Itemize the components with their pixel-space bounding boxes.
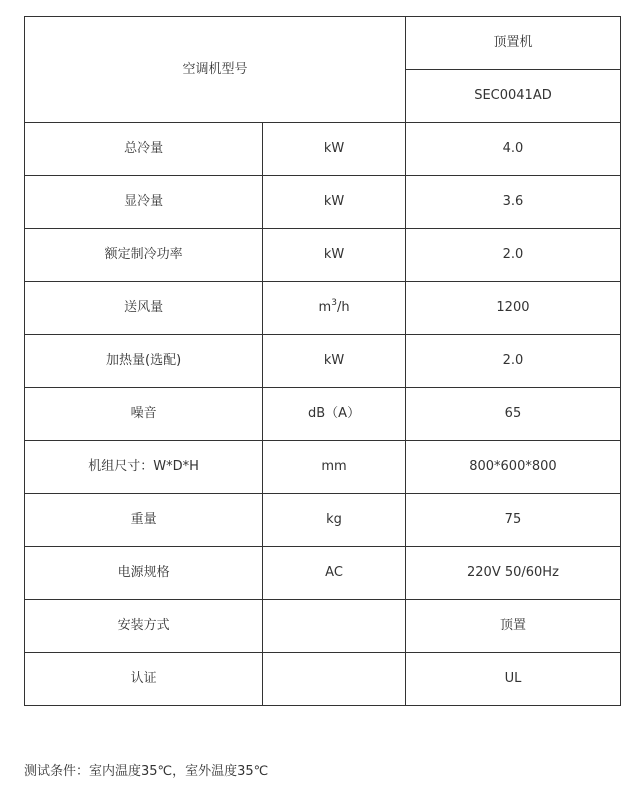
unit-type-cell: 顶置机	[405, 17, 620, 70]
unit-superscript: 3	[331, 297, 337, 308]
param-name: 电源规格	[25, 547, 263, 600]
table-row	[25, 547, 621, 600]
table-row	[25, 494, 621, 547]
param-value: 75	[405, 494, 620, 547]
table-row	[25, 229, 621, 282]
param-unit	[263, 653, 406, 706]
param-unit: kg	[263, 494, 406, 547]
table-row	[25, 388, 621, 441]
test-conditions-note: 测试条件：室内温度35℃，室外温度35℃	[24, 764, 269, 779]
param-unit: kW	[263, 176, 406, 229]
param-value: 2.0	[405, 229, 620, 282]
table-row	[25, 282, 621, 335]
param-value: UL	[405, 653, 620, 706]
param-value: 2.0	[405, 335, 620, 388]
param-value: 800*600*800	[405, 441, 620, 494]
table-row	[25, 653, 621, 706]
table-row	[25, 176, 621, 229]
param-value: 220V 50/60Hz	[405, 547, 620, 600]
param-unit: mm	[263, 441, 406, 494]
unit-rest: /h	[336, 300, 350, 315]
table-row	[25, 600, 621, 653]
table-row	[25, 441, 621, 494]
param-name: 加热量(选配)	[25, 335, 263, 388]
unit-base: m	[318, 300, 332, 315]
param-value: 顶置	[405, 600, 620, 653]
param-name: 机组尺寸：W*D*H	[25, 441, 263, 494]
param-value: 3.6	[405, 176, 620, 229]
param-name: 额定制冷功率	[25, 229, 263, 282]
param-name: 显冷量	[25, 176, 263, 229]
header-row-type	[25, 17, 621, 70]
param-unit: AC	[263, 547, 406, 600]
param-unit: dB（A）	[263, 388, 406, 441]
param-unit: kW	[263, 335, 406, 388]
param-value: 4.0	[405, 123, 620, 176]
param-name: 安装方式	[25, 600, 263, 653]
param-name: 认证	[25, 653, 263, 706]
param-value: 65	[405, 388, 620, 441]
param-unit: kW	[263, 229, 406, 282]
param-unit: kW	[263, 123, 406, 176]
param-value: 1200	[405, 282, 620, 335]
param-name: 送风量	[25, 282, 263, 335]
model-number-cell: SEC0041AD	[405, 70, 620, 123]
table-row	[25, 123, 621, 176]
spec-table	[24, 16, 621, 706]
param-name: 重量	[25, 494, 263, 547]
table-row	[25, 335, 621, 388]
model-label-cell: 空调机型号	[25, 17, 406, 123]
param-name: 噪音	[25, 388, 263, 441]
param-unit	[263, 600, 406, 653]
param-unit	[263, 282, 406, 335]
param-name: 总冷量	[25, 123, 263, 176]
